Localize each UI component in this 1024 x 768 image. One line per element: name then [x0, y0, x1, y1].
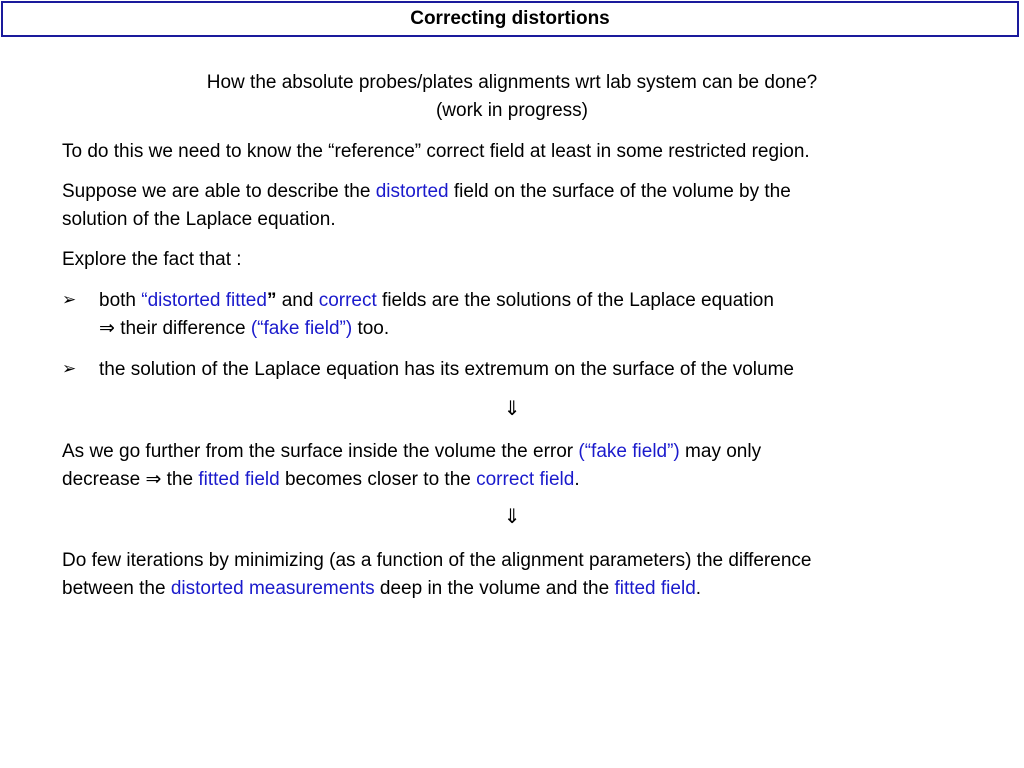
- slide-title: [1, 1, 1019, 37]
- p5-fitted-field: fitted field: [614, 578, 696, 599]
- b1-text-f: fields are the solutions of the Laplace equation: [376, 290, 774, 311]
- p5-distorted-measurements: distorted measurements: [170, 578, 375, 599]
- p2-text-a: Suppose we are able to describe the: [62, 181, 376, 202]
- p2-text-c: field on the surface of the volume by the: [448, 181, 791, 202]
- bullet-icon-2: ➢: [62, 359, 77, 378]
- p5-text-f: .: [695, 578, 702, 599]
- b1-text-d: and: [276, 290, 319, 311]
- b1-text-g: ⇒ their difference: [99, 318, 251, 339]
- p4-fitted-field: fitted field: [198, 469, 280, 490]
- p4-text-a: As we go further from the surface inside the volume the error: [62, 441, 579, 462]
- slide-title-text: Correcting distortions: [410, 8, 610, 29]
- b1-distorted-fitted: “distorted fitted: [141, 290, 267, 311]
- b1-fake-field: (“fake field”): [250, 318, 353, 339]
- p4-text-d: decrease ⇒ the: [62, 469, 199, 490]
- p4-text-c: may only: [679, 441, 762, 462]
- p5-text-b: between the: [62, 578, 171, 599]
- b1-quote: ”: [266, 290, 277, 311]
- p4-fake-field: (“fake field”): [578, 441, 680, 462]
- paragraph-reference-field: To do this we need to know the “reference” correct field at least in some restricted region.: [62, 141, 810, 162]
- down-arrow-icon-1: ⇓: [503, 398, 521, 420]
- down-arrow-icon-2: ⇓: [503, 506, 521, 528]
- paragraph-explore: Explore the fact that :: [62, 249, 242, 270]
- bullet-icon-1: ➢: [62, 290, 77, 309]
- p4-text-f: becomes closer to the: [279, 469, 477, 490]
- subtitle-line-1: How the absolute probes/plates alignments wrt lab system can be done?: [206, 72, 818, 93]
- bullet-2: the solution of the Laplace equation has its extremum on the surface of the volume: [99, 359, 794, 380]
- p5-text-d: deep in the volume and the: [374, 578, 615, 599]
- subtitle-line-2: (work in progress): [435, 100, 589, 121]
- bullet-1: [99, 287, 979, 343]
- b1-text-a: both: [99, 290, 142, 311]
- paragraph-further: [62, 438, 982, 494]
- b1-text-i: too.: [352, 318, 390, 339]
- p4-text-h: .: [574, 469, 580, 490]
- b1-correct: correct: [318, 290, 377, 311]
- p2-distorted: distorted: [375, 181, 449, 202]
- paragraph-iterations: [62, 547, 982, 603]
- paragraph-suppose: [62, 178, 982, 234]
- p5-text-a: Do few iterations by minimizing (as a function of the alignment parameters) the difference: [62, 550, 812, 571]
- p4-correct-field: correct field: [476, 469, 575, 490]
- p2-text-d: solution of the Laplace equation.: [62, 209, 336, 230]
